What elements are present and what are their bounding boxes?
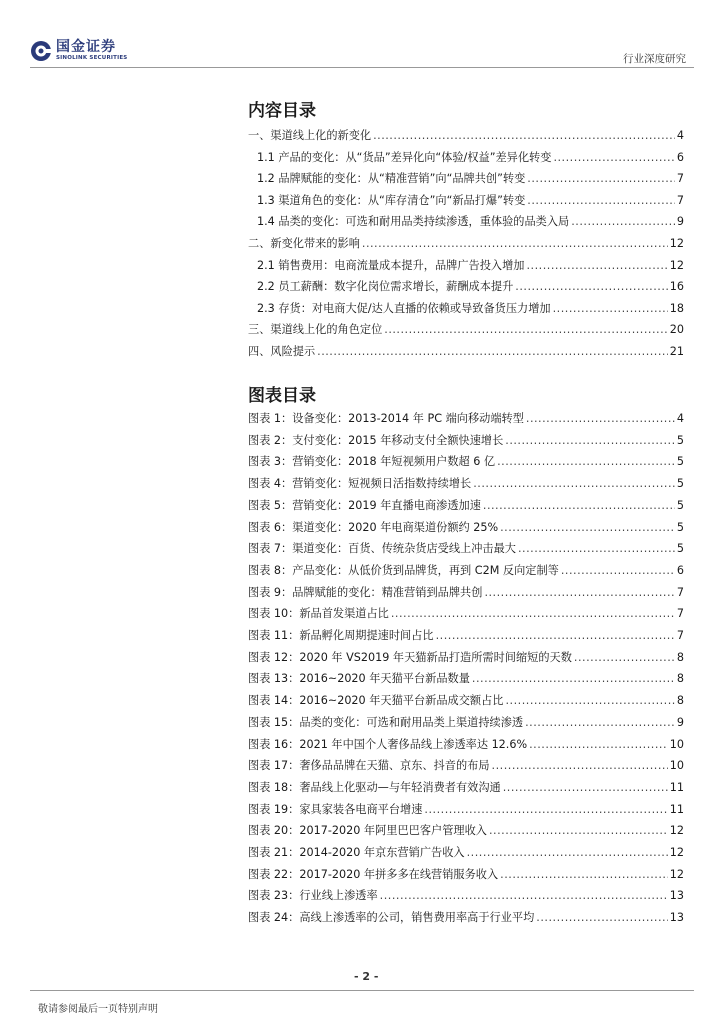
entry-page-number: 12 — [669, 258, 684, 272]
entry-page-number: 5 — [676, 542, 684, 556]
contents-entry[interactable] — [248, 235, 684, 257]
figures-entry[interactable] — [248, 540, 684, 562]
contents-entry[interactable] — [257, 213, 684, 235]
logo-chinese-name: 国金证券 — [56, 39, 116, 56]
figures-entry[interactable] — [248, 649, 684, 671]
entry-title: 1.2 品牌赋能的变化：从“精准营销”向“品牌共创”转变 — [257, 172, 526, 186]
dot-leader — [505, 434, 675, 447]
entry-page-number: 8 — [676, 672, 684, 686]
figures-entry[interactable] — [248, 605, 684, 627]
entry-page-number: 7 — [676, 172, 684, 186]
dot-leader — [536, 911, 667, 924]
entry-title: 图表 18：奢品线上化驱动—与年轻消费者有效沟通 — [248, 780, 501, 794]
header-divider — [30, 67, 694, 68]
entry-page-number: 5 — [676, 455, 684, 469]
entry-title: 图表 5：营销变化：2019 年直播电商渗透加速 — [248, 498, 481, 512]
entry-title: 图表 3：营销变化：2018 年短视频用户数超 6 亿 — [248, 455, 496, 469]
entry-page-number: 13 — [669, 911, 684, 925]
entry-page-number: 12 — [669, 846, 684, 859]
entry-page-number: 10 — [669, 737, 684, 751]
entry-page-number: 6 — [676, 150, 684, 164]
entry-title: 二、新变化带来的影响 — [248, 237, 360, 250]
page-header — [0, 0, 724, 80]
dot-leader — [489, 824, 668, 837]
figures-entry[interactable] — [248, 801, 684, 823]
dot-leader — [424, 803, 667, 816]
dot-leader — [553, 151, 674, 164]
figures-entry[interactable] — [248, 866, 684, 888]
contents-entry[interactable] — [257, 170, 684, 192]
figures-entry[interactable] — [248, 584, 684, 606]
entry-page-number: 20 — [669, 323, 684, 337]
entry-title: 三、渠道线上化的角色定位 — [248, 323, 383, 337]
entry-page-number: 11 — [669, 802, 684, 816]
entry-title: 图表 23：行业线上渗透率 — [248, 889, 378, 903]
entry-page-number: 12 — [669, 867, 684, 881]
entry-title: 图表 24：高线上渗透率的公司，销售费用率高于行业平均 — [248, 911, 535, 925]
dot-leader — [484, 586, 674, 599]
entry-title: 2.1 销售费用：电商流量成本提升，品牌广告投入增加 — [257, 258, 525, 272]
figures-entry[interactable] — [248, 714, 684, 736]
dot-leader — [373, 129, 675, 142]
dot-leader — [472, 672, 675, 685]
dot-leader — [561, 564, 675, 577]
dot-leader — [571, 215, 675, 228]
entry-title: 2.3 存货：对电商大促/达人直播的依赖或导致备货压力增加 — [257, 301, 551, 315]
contents-entry[interactable] — [257, 192, 684, 214]
entry-title: 图表 14：2016~2020 年天猫平台新品成交额占比 — [248, 694, 504, 708]
dot-leader — [527, 194, 675, 207]
dot-leader — [503, 781, 668, 794]
dot-leader — [500, 868, 668, 881]
entry-page-number: 7 — [676, 607, 684, 621]
dot-leader — [574, 651, 675, 664]
entry-page-number: 4 — [676, 129, 684, 142]
contents-entry[interactable] — [257, 278, 684, 300]
entry-title: 图表 12：2020 年 VS2019 年天猫新品打造所需时间缩短的天数 — [248, 650, 572, 664]
figures-entry[interactable] — [248, 627, 684, 649]
figures-entry[interactable] — [248, 432, 684, 454]
entry-page-number: 12 — [669, 824, 684, 838]
figures-entry[interactable] — [248, 692, 684, 714]
entry-title: 图表 22：2017-2020 年拼多多在线营销服务收入 — [248, 867, 499, 881]
figures-entry[interactable] — [248, 497, 684, 519]
entry-page-number: 5 — [676, 477, 684, 491]
dot-leader — [384, 323, 667, 336]
dot-leader — [518, 542, 675, 555]
figures-entry[interactable] — [248, 887, 684, 909]
dot-leader — [525, 716, 675, 729]
dot-leader — [529, 738, 668, 751]
entry-page-number: 7 — [676, 585, 684, 599]
entry-page-number: 7 — [676, 629, 684, 642]
figures-entry[interactable] — [248, 475, 684, 497]
dot-leader — [497, 455, 675, 468]
entry-title: 图表 4：营销变化：短视频日活指数持续增长 — [248, 477, 472, 491]
entry-title: 图表 15：品类的变化：可选和耐用品类上渠道持续渗透 — [248, 715, 524, 729]
entry-page-number: 6 — [676, 563, 684, 577]
page-number: - 2 - — [354, 970, 379, 983]
figures-title: 图表目录 — [248, 386, 316, 406]
entry-page-number: 12 — [669, 237, 684, 250]
entry-page-number: 4 — [676, 412, 684, 425]
entry-page-number: 7 — [676, 193, 684, 207]
entry-title: 图表 13：2016~2020 年天猫平台新品数量 — [248, 672, 470, 686]
figures-entry[interactable] — [248, 562, 684, 584]
contents-entry[interactable] — [257, 300, 684, 322]
contents-entry[interactable] — [248, 321, 684, 343]
dot-leader — [362, 237, 668, 250]
figures-entry[interactable] — [248, 844, 684, 866]
dot-leader — [483, 499, 675, 512]
entry-page-number: 8 — [676, 694, 684, 708]
report-type-label: 行业深度研究 — [623, 53, 686, 65]
contents-entry[interactable] — [257, 149, 684, 171]
entry-title: 图表 2：支付变化：2015 年移动支付全额快速增长 — [248, 433, 504, 447]
contents-entry[interactable] — [248, 343, 684, 365]
dot-leader — [467, 846, 668, 859]
entry-page-number: 5 — [676, 520, 684, 534]
entry-title: 1.3 渠道角色的变化：从“库存清仓”向“新品打爆”转变 — [257, 193, 526, 207]
entry-title: 图表 1：设备变化：2013-2014 年 PC 端向移动端转型 — [248, 412, 524, 425]
entry-title: 图表 16：2021 年中国个人奢侈品线上渗透率达 12.6% — [248, 737, 528, 751]
entry-page-number: 21 — [669, 345, 684, 358]
dot-leader — [473, 477, 675, 490]
entry-title: 图表 9：品牌赋能的变化：精准营销到品牌共创 — [248, 585, 483, 599]
contents-entry[interactable] — [248, 127, 684, 149]
dot-leader — [505, 694, 674, 707]
figures-entry[interactable] — [248, 410, 684, 432]
entry-page-number: 5 — [676, 433, 684, 447]
dot-leader — [436, 629, 675, 642]
dot-leader — [317, 345, 668, 358]
dot-leader — [391, 607, 675, 620]
footer-divider — [30, 990, 694, 991]
entry-page-number: 13 — [669, 889, 684, 903]
entry-title: 图表 17：奢侈品品牌在天猫、京东、抖音的布局 — [248, 759, 490, 773]
entry-title: 图表 10：新品首发渠道占比 — [248, 607, 389, 621]
figures-entry[interactable] — [248, 779, 684, 801]
figures-entry[interactable] — [248, 453, 684, 475]
entry-page-number: 16 — [669, 280, 684, 294]
dot-leader — [380, 889, 668, 902]
contents-entry[interactable] — [257, 257, 684, 279]
figures-entry[interactable] — [248, 822, 684, 844]
entry-page-number: 10 — [669, 759, 684, 773]
company-logo — [30, 40, 127, 62]
entry-page-number: 5 — [676, 498, 684, 512]
dot-leader — [526, 412, 675, 425]
entry-title: 一、渠道线上化的新变化 — [248, 129, 372, 142]
entry-title: 图表 11：新品孵化周期提速时间占比 — [248, 629, 434, 642]
dot-leader — [553, 302, 668, 315]
logo-english-name: SINOLINK SECURITIES — [56, 55, 128, 62]
entry-title: 图表 19：家具家装各电商平台增速 — [248, 802, 423, 816]
entry-page-number: 11 — [669, 780, 684, 794]
dot-leader — [526, 259, 667, 272]
logo-icon — [30, 40, 52, 62]
figures-entry[interactable] — [248, 736, 684, 758]
figures-entry[interactable] — [248, 670, 684, 692]
entry-title: 四、风险提示 — [248, 345, 316, 358]
entry-title: 2.2 员工薪酬：数字化岗位需求增长，薪酬成本提升 — [257, 280, 514, 294]
figures-entry[interactable] — [248, 519, 684, 541]
figures-entry[interactable] — [248, 909, 684, 931]
dot-leader — [500, 521, 675, 534]
entry-title: 图表 20：2017-2020 年阿里巴巴客户管理收入 — [248, 824, 487, 838]
figures-entry[interactable] — [248, 757, 684, 779]
dot-leader — [515, 280, 667, 293]
contents-title: 内容目录 — [248, 101, 316, 121]
disclaimer-note: 敬请参阅最后一页特别声明 — [38, 1004, 158, 1015]
entry-title: 图表 6：渠道变化：2020 年电商渠道份额约 25% — [248, 520, 499, 534]
entry-title: 图表 21：2014-2020 年京东营销广告收入 — [248, 846, 465, 859]
entry-title: 图表 8：产品变化：从低价货到品牌货，再到 C2M 反向定制等 — [248, 563, 559, 577]
entry-title: 图表 7：渠道变化：百货、传统杂货店受线上冲击最大 — [248, 542, 516, 556]
entry-title: 1.1 产品的变化：从“货品”差异化向“体验/权益”差异化转变 — [257, 150, 552, 164]
dot-leader — [492, 759, 668, 772]
dot-leader — [527, 172, 675, 185]
entry-page-number: 9 — [676, 715, 684, 729]
entry-page-number: 8 — [676, 650, 684, 664]
entry-page-number: 9 — [676, 215, 684, 229]
entry-title: 1.4 品类的变化：可选和耐用品类持续渗透，重体验的品类入局 — [257, 215, 570, 229]
entry-page-number: 18 — [669, 301, 684, 315]
